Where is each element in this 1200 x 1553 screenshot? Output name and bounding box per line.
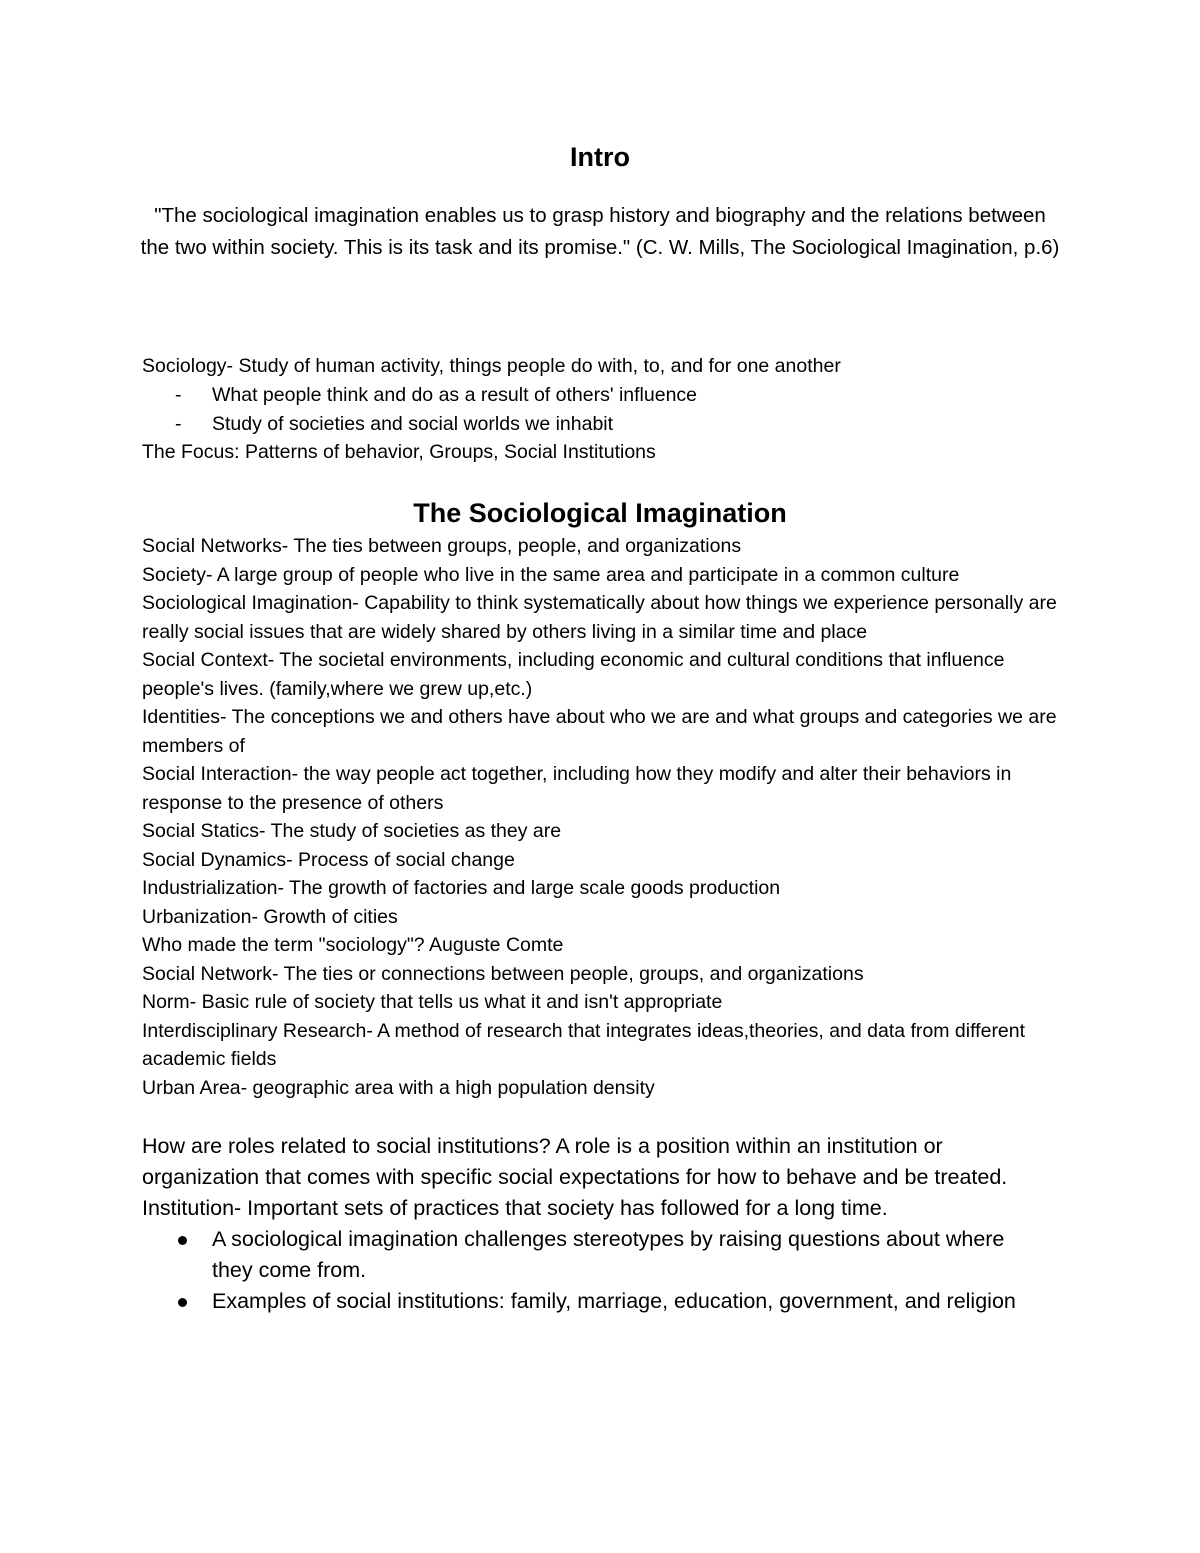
focus-line: The Focus: Patterns of behavior, Groups, Social Institutions	[142, 441, 656, 464]
sociology-definition: Sociology- Study of human activity, things people do with, to, and for one another	[142, 355, 841, 377]
dash-list-item	[142, 381, 1102, 410]
sociology-section	[142, 352, 1102, 467]
sociological-imagination-heading: The Sociological Imagination	[413, 498, 787, 528]
roles-question: How are roles related to social institutions? A role is a position within an institution or organization that comes with specific social expectations for how to behave and be treated.	[142, 1134, 1008, 1189]
institution-definition: Institution- Important sets of practices that society has followed for a long time.	[142, 1196, 888, 1220]
intro-heading: Intro	[570, 142, 630, 172]
roles-section	[142, 1131, 1042, 1317]
dash-marker: -	[175, 383, 182, 406]
bullet-dot-icon	[178, 1298, 187, 1307]
term-social-networks: Social Networks- The ties between groups, people, and organizations	[142, 535, 742, 557]
term-social-interaction: Social Interaction- the way people act together, including how they modify and alter their behaviors in response to the presence of others	[142, 763, 1012, 814]
bullet-item	[142, 1286, 1042, 1317]
term-social-statics: Social Statics- The study of societies as they are	[142, 820, 562, 842]
term-identities: Identities- The conceptions we and others have about who we are and what groups and categories we are members of	[142, 706, 1057, 757]
term-sociology-origin: Who made the term "sociology"? Auguste Comte	[142, 934, 564, 956]
term-social-dynamics: Social Dynamics- Process of social change	[142, 848, 515, 871]
term-industrialization: Industrialization- The growth of factories and large scale goods production	[142, 877, 781, 899]
dash-marker: -	[175, 412, 182, 435]
bullet-dot-icon	[178, 1236, 187, 1245]
dash-list-item	[142, 410, 1102, 439]
dash-item-text: Study of societies and social worlds we inhabit	[212, 412, 614, 435]
dash-item-text: What people think and do as a result of others' influence	[212, 383, 698, 406]
term-society: Society- A large group of people who live in the same area and participate in a common culture	[142, 563, 960, 586]
term-urban-area: Urban Area- geographic area with a high population density	[142, 1076, 655, 1099]
term-urbanization: Urbanization- Growth of cities	[142, 905, 398, 928]
bullet-text: A sociological imagination challenges stereotypes by raising questions about where they come from.	[212, 1227, 1005, 1282]
term-social-network: Social Network- The ties or connections between people, groups, and organizations	[142, 962, 864, 985]
term-norm: Norm- Basic rule of society that tells us what it and isn't appropriate	[142, 991, 723, 1013]
bullet-item	[142, 1224, 1042, 1286]
mills-quote: "The sociological imagination enables us to grasp history and biography and the relations between the two within society. This is its task and its promise." (C. W. Mills, The Sociological Imagination, p.6)	[140, 204, 1060, 259]
term-sociological-imagination: Sociological Imagination- Capability to think systematically about how things we experience personally are really social issues that are widely shared by others living in a similar time and place	[142, 592, 1057, 643]
term-social-context: Social Context- The societal environments, including economic and cultural conditions that influence people's lives. (family,where we grew up,etc.)	[142, 649, 1005, 700]
terms-list	[142, 532, 1057, 1102]
term-interdisciplinary-research: Interdisciplinary Research- A method of research that integrates ideas,theories, and data from different academic fields	[142, 1019, 1026, 1070]
bullet-text: Examples of social institutions: family, marriage, education, government, and religion	[212, 1289, 1016, 1313]
